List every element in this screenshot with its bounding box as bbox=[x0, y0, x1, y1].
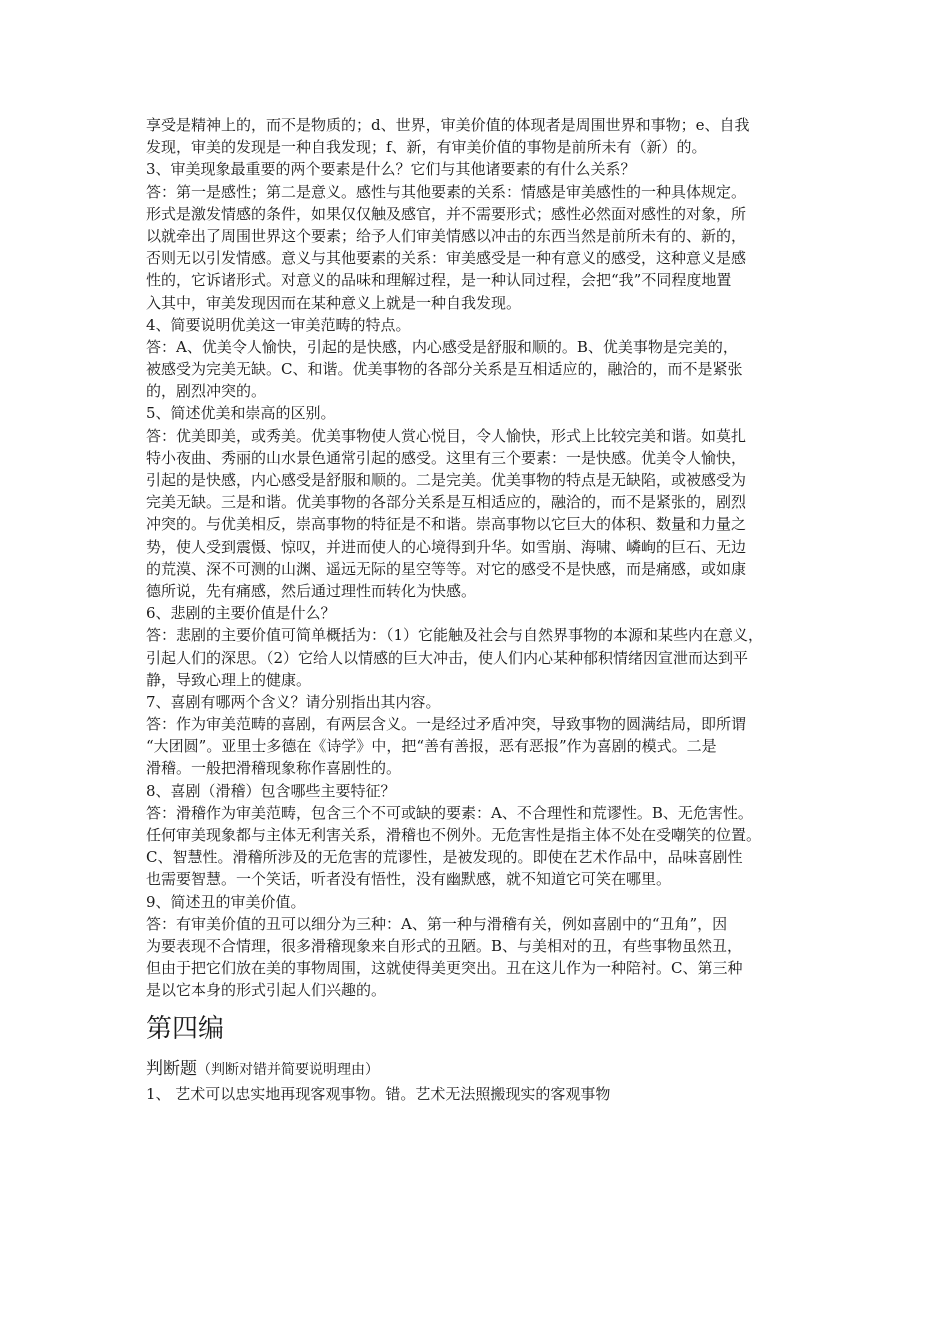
question-line: 8、喜剧（滑稽）包含哪些主要特征？ bbox=[146, 781, 396, 800]
text-line: 静，导致心理上的健康。 bbox=[146, 670, 312, 689]
text-line: 冲突的。与优美相反，崇高事物的特征是不和谐。崇高事物以它巨大的体积、数量和力量之 bbox=[146, 515, 747, 534]
question-line: 4、简要说明优美这一审美范畴的特点。 bbox=[146, 315, 411, 334]
judgment-item: 1、 艺术可以忠实地再现客观事物。错。艺术无法照搬现实的客观事物 bbox=[146, 1084, 611, 1103]
text-line: 被感受为完美无缺。C、和谐。优美事物的各部分关系是互相适应的，融洽的，而不是紧张 bbox=[146, 360, 743, 379]
question-line: 5、简述优美和崇高的区别。 bbox=[146, 404, 336, 423]
text-line: 是以它本身的形式引起人们兴趣的。 bbox=[146, 981, 387, 1000]
subheading-title: 判断题 bbox=[146, 1058, 197, 1079]
answer-line: 答：作为审美范畴的喜剧，有两层含义。一是经过矛盾冲突，导致事物的圆满结局，即所谓 bbox=[146, 715, 747, 734]
text-line: 形式是激发情感的条件，如果仅仅触及感官，并不需要形式；感性必然面对感性的对象，所 bbox=[146, 204, 747, 223]
text-line: 发现，审美的发现是一种自我发现；f、新，有审美价值的事物是前所未有（新）的。 bbox=[146, 138, 707, 157]
answer-line: 答：优美即美，或秀美。优美事物使人赏心悦目，令人愉快，形式上比较完美和谐。如莫扎 bbox=[146, 426, 747, 445]
answer-line: 答：第一是感性；第二是意义。感性与其他要素的关系：情感是审美感性的一种具体规定。 bbox=[146, 182, 747, 201]
subheading bbox=[146, 1056, 810, 1083]
answer-line: 答：有审美价值的丑可以细分为三种：A、第一种与滑稽有关，例如喜剧中的“丑角”，因 bbox=[146, 914, 728, 933]
question-line: 3、审美现象最重要的两个要素是什么？它们与其他诸要素的有什么关系？ bbox=[146, 160, 636, 179]
question-line: 7、喜剧有哪两个含义？请分别指出其内容。 bbox=[146, 692, 441, 711]
text-line: 德所说，先有痛感，然后通过理性而转化为快感。 bbox=[146, 581, 477, 600]
text-line: “大团圆”。亚里士多德在《诗学》中，把“善有善报，恶有恶报”作为喜剧的模式。二是 bbox=[146, 737, 717, 756]
text-line: 否则无以引发情感。意义与其他要素的关系：审美感受是一种有意义的感受，这种意义是感 bbox=[146, 249, 747, 268]
text-line: 入其中，审美发现因而在某种意义上就是一种自我发现。 bbox=[146, 293, 522, 312]
text-line: 享受是精神上的，而不是物质的；d、世界，审美价值的体现者是周围世界和事物；e、自我 bbox=[146, 116, 750, 134]
answer-line: 答：悲剧的主要价值可简单概括为：（1）它能触及社会与自然界事物的本源和某些内在意义， bbox=[146, 626, 764, 645]
answer-line: 答：滑稽作为审美范畴，包含三个不可或缺的要素：A、不合理性和荒谬性。B、无危害性。 bbox=[146, 803, 753, 822]
text-line: 滑稽。一般把滑稽现象称作喜剧性的。 bbox=[146, 759, 402, 778]
question-line: 6、悲剧的主要价值是什么？ bbox=[146, 604, 336, 623]
text-line: 势，使人受到震慑、惊叹，并进而使人的心境得到升华。如雪崩、海啸、嶙峋的巨石、无边 bbox=[146, 537, 747, 556]
text-line: 引起的是快感，内心感受是舒服和顺的。二是完美。优美事物的特点是无缺陷，或被感受为 bbox=[146, 471, 747, 489]
text-line: 的，剧烈冲突的。 bbox=[146, 382, 267, 401]
text-line: 但由于把它们放在美的事物周围，这就使得美更突出。丑在这儿作为一种陪衬。C、第三种 bbox=[146, 959, 743, 978]
text-line: 性的，它诉诸形式。对意义的品味和理解过程，是一种认同过程，会把“我”不同程度地置 bbox=[146, 271, 732, 290]
text-line: 的荒漠、深不可测的山渊、遥远无际的星空等等。对它的感受不是快感，而是痛感，或如康 bbox=[146, 559, 747, 578]
section-heading: 第四编 bbox=[146, 1013, 225, 1044]
text-line: 任何审美现象都与主体无利害关系，滑稽也不例外。无危害性是指主体不处在受嘲笑的位置。 bbox=[146, 826, 762, 844]
text-line: 完美无缺。三是和谐。优美事物的各部分关系是互相适应的，融洽的，而不是紧张的，剧烈 bbox=[146, 493, 747, 512]
text-line: 引起人们的深思。（2）它给人以情感的巨大冲击，使人们内心某种郁积情绪因宣泄而达到平 bbox=[146, 648, 749, 667]
answer-line: 答：A、优美令人愉快，引起的是快感，内心感受是舒服和顺的。B、优美事物是完美的， bbox=[146, 337, 738, 356]
text-line: C、智慧性。滑稽所涉及的无危害的荒谬性，是被发现的。即使在艺术作品中，品味喜剧性 bbox=[146, 848, 743, 867]
subheading-note: （判断对错并简要说明理由） bbox=[197, 1061, 379, 1078]
text-line: 以就牵出了周围世界这个要素；给予人们审美情感以冲击的东西当然是前所未有的、新的， bbox=[146, 226, 747, 245]
document-page bbox=[146, 114, 810, 1105]
text-line: 也需要智慧。一个笑话，听者没有悟性，没有幽默感，就不知道它可笑在哪里。 bbox=[146, 870, 672, 889]
text-line: 特小夜曲、秀丽的山水景色通常引起的感受。这里有三个要素：一是快感。优美令人愉快， bbox=[146, 448, 747, 467]
body-text bbox=[146, 114, 810, 1002]
question-line: 9、简述丑的审美价值。 bbox=[146, 892, 306, 911]
text-line: 为要表现不合情理，很多滑稽现象来自形式的丑陋。B、与美相对的丑，有些事物虽然丑， bbox=[146, 936, 743, 955]
